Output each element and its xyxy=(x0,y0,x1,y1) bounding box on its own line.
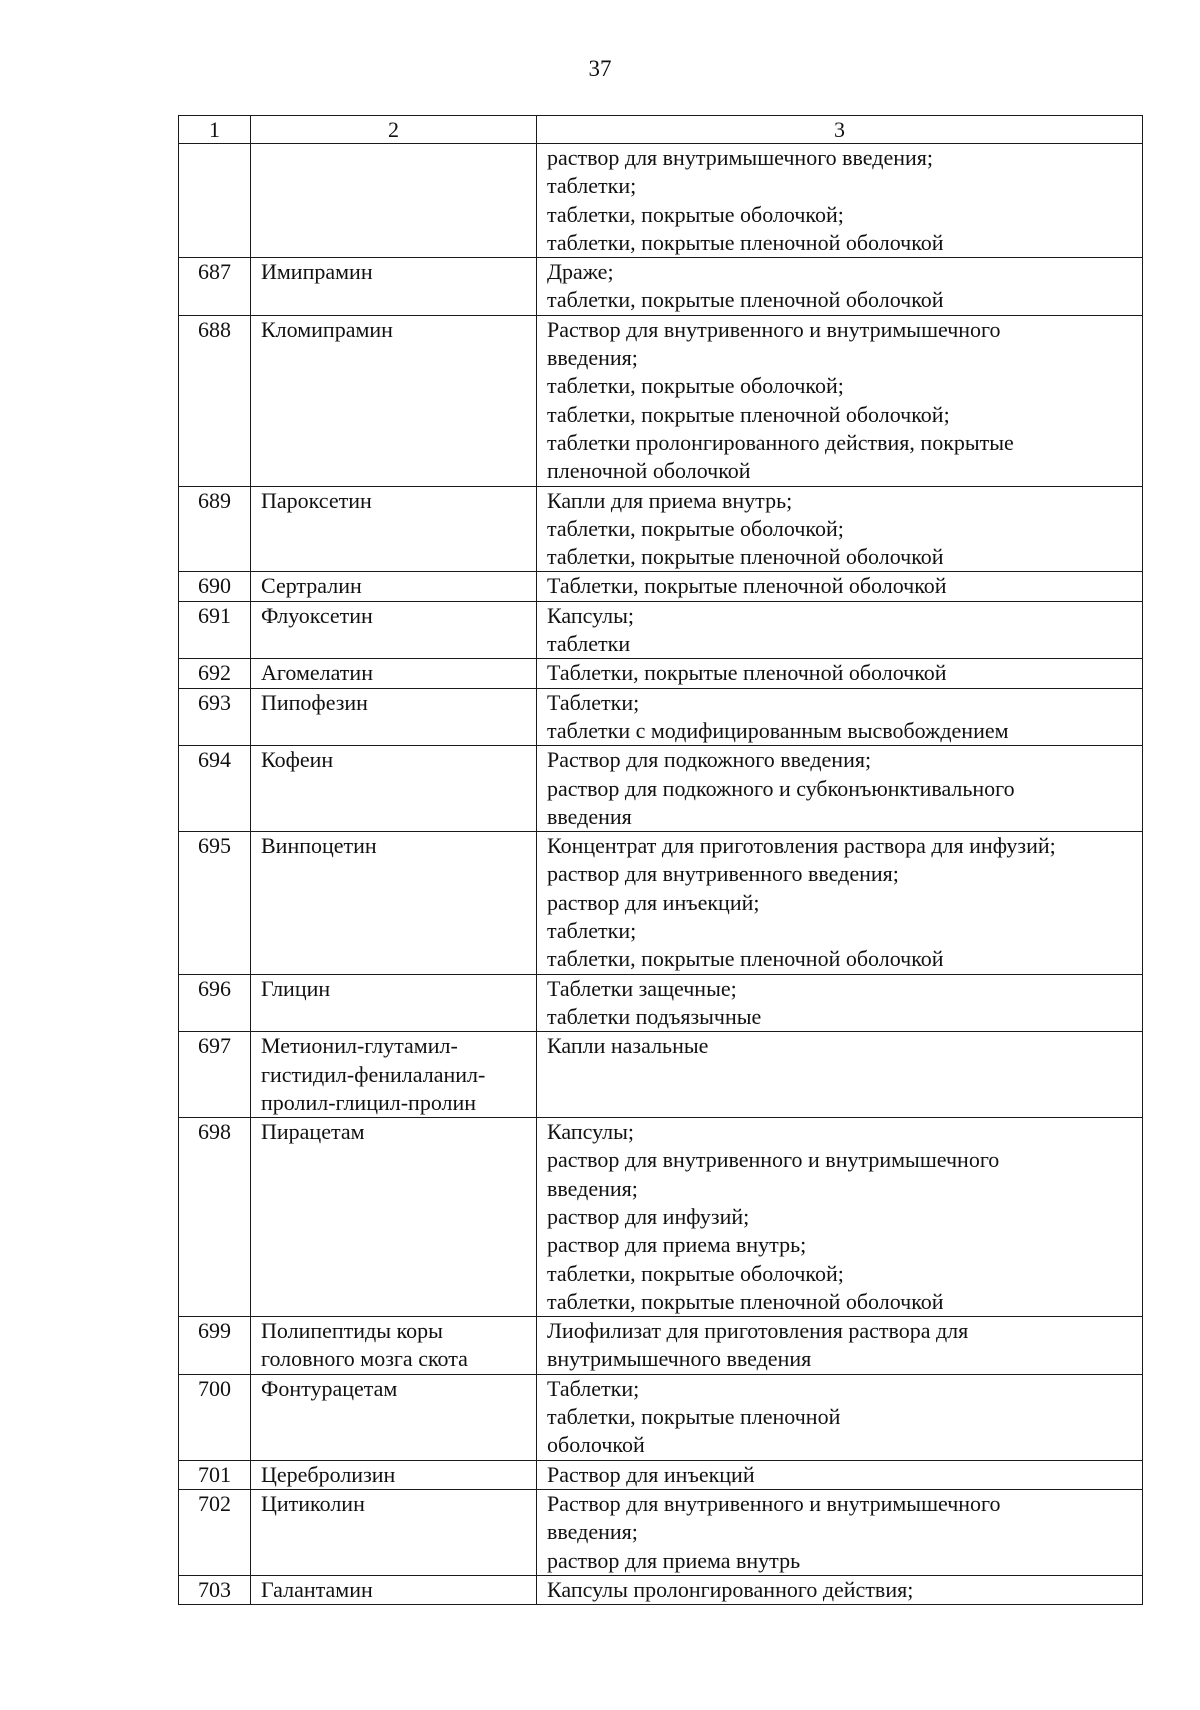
drug-name-line: Сертралин xyxy=(261,573,362,599)
row-number: 692 xyxy=(179,659,251,688)
dosage-forms-cell xyxy=(537,659,1143,688)
row-number: 701 xyxy=(179,1460,251,1489)
dosage-form-line: Таблетки, покрытые пленочной оболочкой xyxy=(547,573,947,599)
row-number: 700 xyxy=(179,1374,251,1460)
row-number: 697 xyxy=(179,1032,251,1118)
dosage-form-line: таблетки с модифицированным высвобождением xyxy=(547,717,1009,743)
table-row xyxy=(179,1317,1143,1375)
drug-name-line: Галантамин xyxy=(261,1576,373,1602)
dosage-form-line: введения; xyxy=(547,345,638,371)
drug-name-line: Кломипрамин xyxy=(261,316,393,342)
drug-name-cell xyxy=(251,315,537,486)
dosage-form-line: Раствор для инъекций xyxy=(547,1461,755,1487)
drug-name-line: Церебролизин xyxy=(261,1461,396,1487)
drug-name-line: Агомелатин xyxy=(261,660,373,686)
drug-name-cell xyxy=(251,1317,537,1375)
column-header-forms: 3 xyxy=(537,116,1143,144)
drug-name-cell xyxy=(251,688,537,746)
dosage-form-line: раствор для внутримышечного введения; xyxy=(547,145,934,170)
dosage-form-line: таблетки пролонгированного действия, покрытые xyxy=(547,429,1014,455)
drug-name-cell xyxy=(251,832,537,974)
drug-name-cell xyxy=(251,1460,537,1489)
table-row xyxy=(179,572,1143,601)
dosage-form-line: введения; xyxy=(547,1519,638,1545)
table-row xyxy=(179,258,1143,316)
dosage-forms-cell xyxy=(537,1118,1143,1317)
drug-name-line: Кофеин xyxy=(261,747,334,773)
dosage-form-line: Раствор для подкожного введения; xyxy=(547,747,872,773)
dosage-form-line: пленочной оболочкой xyxy=(547,458,751,484)
dosage-forms-cell xyxy=(537,688,1143,746)
table-row xyxy=(179,1032,1143,1118)
dosage-forms-cell xyxy=(537,1317,1143,1375)
dosage-form-line: таблетки подъязычные xyxy=(547,1003,762,1029)
drug-name-cell xyxy=(251,258,537,316)
dosage-forms-cell xyxy=(537,974,1143,1032)
drug-name-line: Флуоксетин xyxy=(261,602,373,628)
dosage-forms-cell xyxy=(537,832,1143,974)
drug-name-cell xyxy=(251,1118,537,1317)
dosage-forms-cell xyxy=(537,1374,1143,1460)
drug-name-line: Полипептиды коры xyxy=(261,1318,443,1344)
dosage-form-line: таблетки; xyxy=(547,173,637,199)
drug-name-cell xyxy=(251,1374,537,1460)
drug-name-cell xyxy=(251,1575,537,1604)
dosage-form-line: таблетки xyxy=(547,631,631,657)
page-number: 37 xyxy=(588,56,612,81)
drug-name-cell xyxy=(251,1032,537,1118)
table-row xyxy=(179,1575,1143,1604)
row-number: 702 xyxy=(179,1489,251,1575)
dosage-form-line: раствор для внутривенного введения; xyxy=(547,861,899,887)
dosage-form-line: введения xyxy=(547,803,632,829)
drug-name-line: пролил-глицил-пролин xyxy=(261,1089,477,1115)
dosage-form-line: раствор для подкожного и субконъюнктивального xyxy=(547,775,1015,801)
drug-name-line: Винпоцетин xyxy=(261,833,377,859)
dosage-forms-cell xyxy=(537,1489,1143,1575)
table-row xyxy=(179,1118,1143,1317)
table-row xyxy=(179,974,1143,1032)
dosage-form-line: раствор для инъекций; xyxy=(547,889,760,915)
dosage-form-line: раствор для приема внутрь; xyxy=(547,1232,807,1258)
table-row xyxy=(179,1374,1143,1460)
table-row xyxy=(179,486,1143,572)
dosage-form-line: таблетки, покрытые пленочной оболочкой xyxy=(547,287,944,313)
dosage-form-line: введения; xyxy=(547,1175,638,1201)
drug-name-cell xyxy=(251,601,537,659)
dosage-form-line: Драже; xyxy=(547,259,614,285)
dosage-form-line: раствор для приема внутрь xyxy=(547,1547,801,1573)
dosage-form-line: таблетки, покрытые оболочкой; xyxy=(547,373,844,399)
dosage-form-line: Таблетки, покрытые пленочной оболочкой xyxy=(547,660,947,686)
dosage-form-line: раствор для внутривенного и внутримышечного xyxy=(547,1147,1000,1173)
table-row xyxy=(179,1460,1143,1489)
row-number: 690 xyxy=(179,572,251,601)
table-row xyxy=(179,1489,1143,1575)
drug-name-line: Фонтурацетам xyxy=(261,1375,398,1401)
dosage-forms-cell xyxy=(537,601,1143,659)
dosage-form-line: Раствор для внутривенного и внутримышечного xyxy=(547,1490,1001,1516)
row-number: 691 xyxy=(179,601,251,659)
dosage-form-line: таблетки, покрытые пленочной оболочкой xyxy=(547,1288,944,1314)
drug-name-cell xyxy=(251,659,537,688)
drug-name-cell xyxy=(251,486,537,572)
dosage-form-line: Таблетки защечные; xyxy=(547,975,737,1001)
drug-name-cell xyxy=(251,1489,537,1575)
dosage-form-line: Таблетки; xyxy=(547,1375,640,1401)
dosage-form-line: таблетки, покрытые пленочной оболочкой xyxy=(547,946,944,972)
drug-name-line: гистидил-фенилаланил- xyxy=(261,1061,486,1087)
table-row xyxy=(179,832,1143,974)
dosage-form-line: Капсулы пролонгированного действия; xyxy=(547,1576,914,1602)
dosage-form-line: Концентрат для приготовления раствора для инфузий; xyxy=(547,833,1056,859)
table-row xyxy=(179,601,1143,659)
row-number: 689 xyxy=(179,486,251,572)
row-number: 699 xyxy=(179,1317,251,1375)
drug-name-line: Глицин xyxy=(261,975,331,1001)
dosage-forms-cell xyxy=(537,1460,1143,1489)
drug-name-line: Имипрамин xyxy=(261,259,373,285)
dosage-forms-cell xyxy=(537,1575,1143,1604)
drug-name-line: Пипофезин xyxy=(261,689,368,715)
dosage-forms-cell xyxy=(537,144,1143,258)
dosage-form-line: таблетки, покрытые оболочкой; xyxy=(547,515,844,541)
drug-table xyxy=(178,115,1143,1605)
drug-name-line: головного мозга скота xyxy=(261,1346,468,1372)
dosage-form-line: оболочкой xyxy=(547,1432,645,1458)
dosage-forms-cell xyxy=(537,315,1143,486)
table-row xyxy=(179,144,1143,258)
column-header-name: 2 xyxy=(251,116,537,144)
dosage-forms-cell xyxy=(537,572,1143,601)
dosage-form-line: Капли назальные xyxy=(547,1033,709,1059)
drug-name-cell xyxy=(251,572,537,601)
row-number: 694 xyxy=(179,746,251,832)
dosage-forms-cell xyxy=(537,746,1143,832)
drug-name-line: Цитиколин xyxy=(261,1490,365,1516)
drug-name-cell xyxy=(251,144,537,258)
dosage-form-line: таблетки; xyxy=(547,918,637,944)
dosage-forms-cell xyxy=(537,1032,1143,1118)
table-row xyxy=(179,659,1143,688)
row-number xyxy=(179,144,251,258)
dosage-form-line: раствор для инфузий; xyxy=(547,1203,750,1229)
table-row xyxy=(179,746,1143,832)
drug-name-cell xyxy=(251,746,537,832)
table-body xyxy=(179,144,1143,1605)
dosage-form-line: таблетки, покрытые пленочной xyxy=(547,1404,841,1430)
drug-name-line: Пирацетам xyxy=(261,1119,365,1145)
dosage-form-line: таблетки, покрытые оболочкой; xyxy=(547,1260,844,1286)
drug-name-line: Метионил-глутамил- xyxy=(261,1033,458,1059)
row-number: 698 xyxy=(179,1118,251,1317)
dosage-forms-cell xyxy=(537,258,1143,316)
row-number: 688 xyxy=(179,315,251,486)
dosage-form-line: Капсулы; xyxy=(547,1119,635,1145)
dosage-form-line: таблетки, покрытые пленочной оболочкой; xyxy=(547,401,950,427)
drug-name-cell xyxy=(251,974,537,1032)
dosage-form-line: Таблетки; xyxy=(547,689,640,715)
row-number: 696 xyxy=(179,974,251,1032)
row-number: 695 xyxy=(179,832,251,974)
row-number: 703 xyxy=(179,1575,251,1604)
dosage-form-line: Капсулы; xyxy=(547,602,635,628)
dosage-form-line: внутримышечного введения xyxy=(547,1346,812,1372)
dosage-form-line: таблетки, покрытые пленочной оболочкой xyxy=(547,229,944,255)
dosage-forms-cell xyxy=(537,486,1143,572)
column-header-number: 1 xyxy=(179,116,251,144)
dosage-form-line: Раствор для внутривенного и внутримышечного xyxy=(547,316,1001,342)
dosage-form-line: таблетки, покрытые пленочной оболочкой xyxy=(547,544,944,570)
dosage-form-line: Лиофилизат для приготовления раствора для xyxy=(547,1318,969,1344)
row-number: 693 xyxy=(179,688,251,746)
table-row xyxy=(179,688,1143,746)
table-header-row xyxy=(179,116,1143,144)
dosage-form-line: таблетки, покрытые оболочкой; xyxy=(547,201,844,227)
dosage-form-line: Капли для приема внутрь; xyxy=(547,487,793,513)
table-row xyxy=(179,315,1143,486)
drug-name-line: Пароксетин xyxy=(261,487,372,513)
row-number: 687 xyxy=(179,258,251,316)
